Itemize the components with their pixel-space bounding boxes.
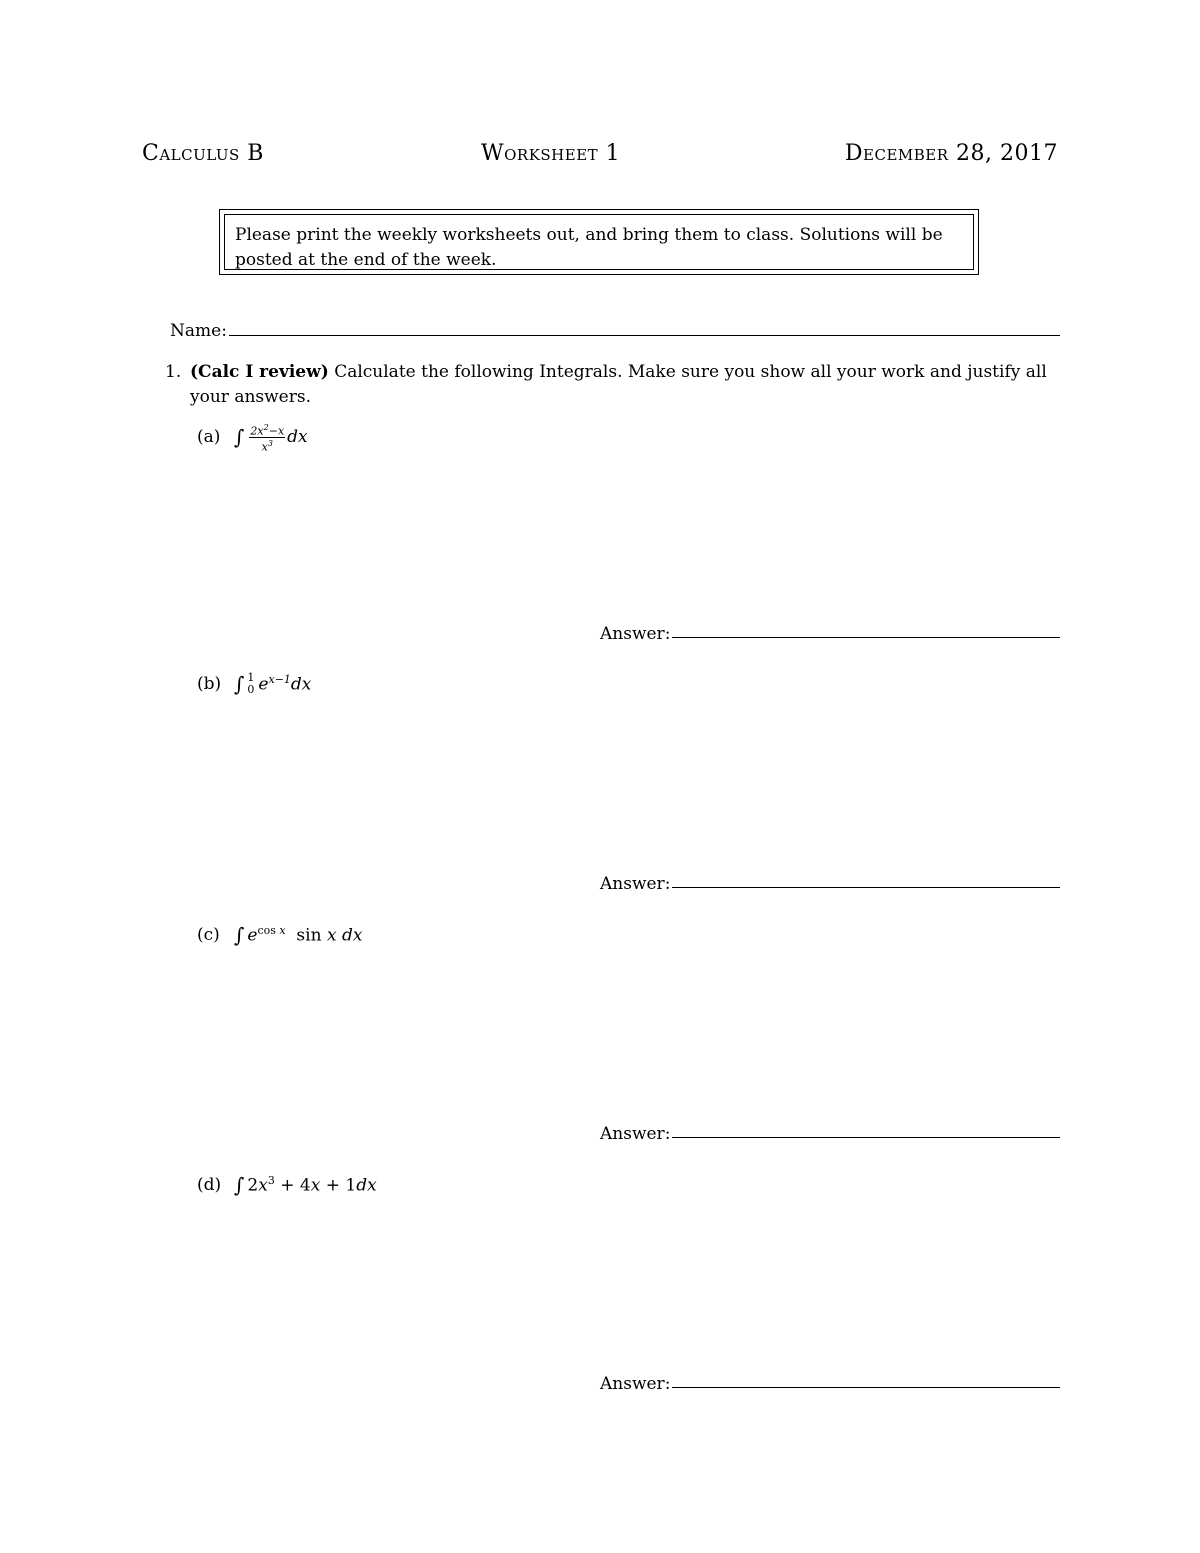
answer-blank-line[interactable] [672, 637, 1060, 638]
notice-text: Please print the weekly worksheets out, and bring them to class. Solutions will be posted at the end of the week. [224, 214, 974, 270]
integral-c: ∫ $e^{cos x}$ sin x dx [234, 923, 363, 947]
integral-d: ∫ $2x^3 + 4x + 1dx$ [234, 1173, 377, 1197]
question-instructions: Calculate the following Integrals. Make sure you show all your work and justify all your answers. [190, 362, 1047, 407]
name-blank-line[interactable] [229, 335, 1060, 336]
course-title: Calculus B [142, 141, 264, 166]
part-a [197, 422, 308, 452]
integral-a: ∫ $\frac{2x^2-x}{x^3}$ dx [234, 423, 308, 454]
answer-label: Answer: [600, 1124, 671, 1144]
question-number: 1. [165, 362, 182, 382]
notice-box [219, 209, 979, 275]
name-field[interactable] [170, 318, 1060, 344]
worksheet-title: Worksheet 1 [481, 141, 621, 166]
part-label: (a) [197, 427, 221, 448]
answer-blank-line[interactable] [672, 1137, 1060, 1138]
part-c [197, 923, 362, 947]
question-1 [165, 360, 1060, 410]
answer-a[interactable] [600, 618, 1060, 644]
answer-b[interactable] [600, 868, 1060, 894]
answer-label: Answer: [600, 1374, 671, 1394]
answer-blank-line[interactable] [672, 887, 1060, 888]
part-label: (b) [197, 674, 222, 694]
question-topic: (Calc I review) [190, 362, 329, 382]
answer-label: Answer: [600, 874, 671, 894]
answer-d[interactable] [600, 1368, 1060, 1394]
part-label: (c) [197, 925, 220, 945]
answer-label: Answer: [600, 624, 671, 644]
answer-c[interactable] [600, 1118, 1060, 1144]
integral-b: ∫ 1 0 $e^{x-1}dx$ [234, 671, 312, 696]
name-label: Name: [170, 321, 227, 341]
answer-blank-line[interactable] [672, 1387, 1060, 1388]
worksheet-date: December 28, 2017 [844, 141, 1058, 166]
part-label: (d) [197, 1175, 222, 1195]
part-d [197, 1173, 377, 1197]
part-b [197, 672, 311, 696]
